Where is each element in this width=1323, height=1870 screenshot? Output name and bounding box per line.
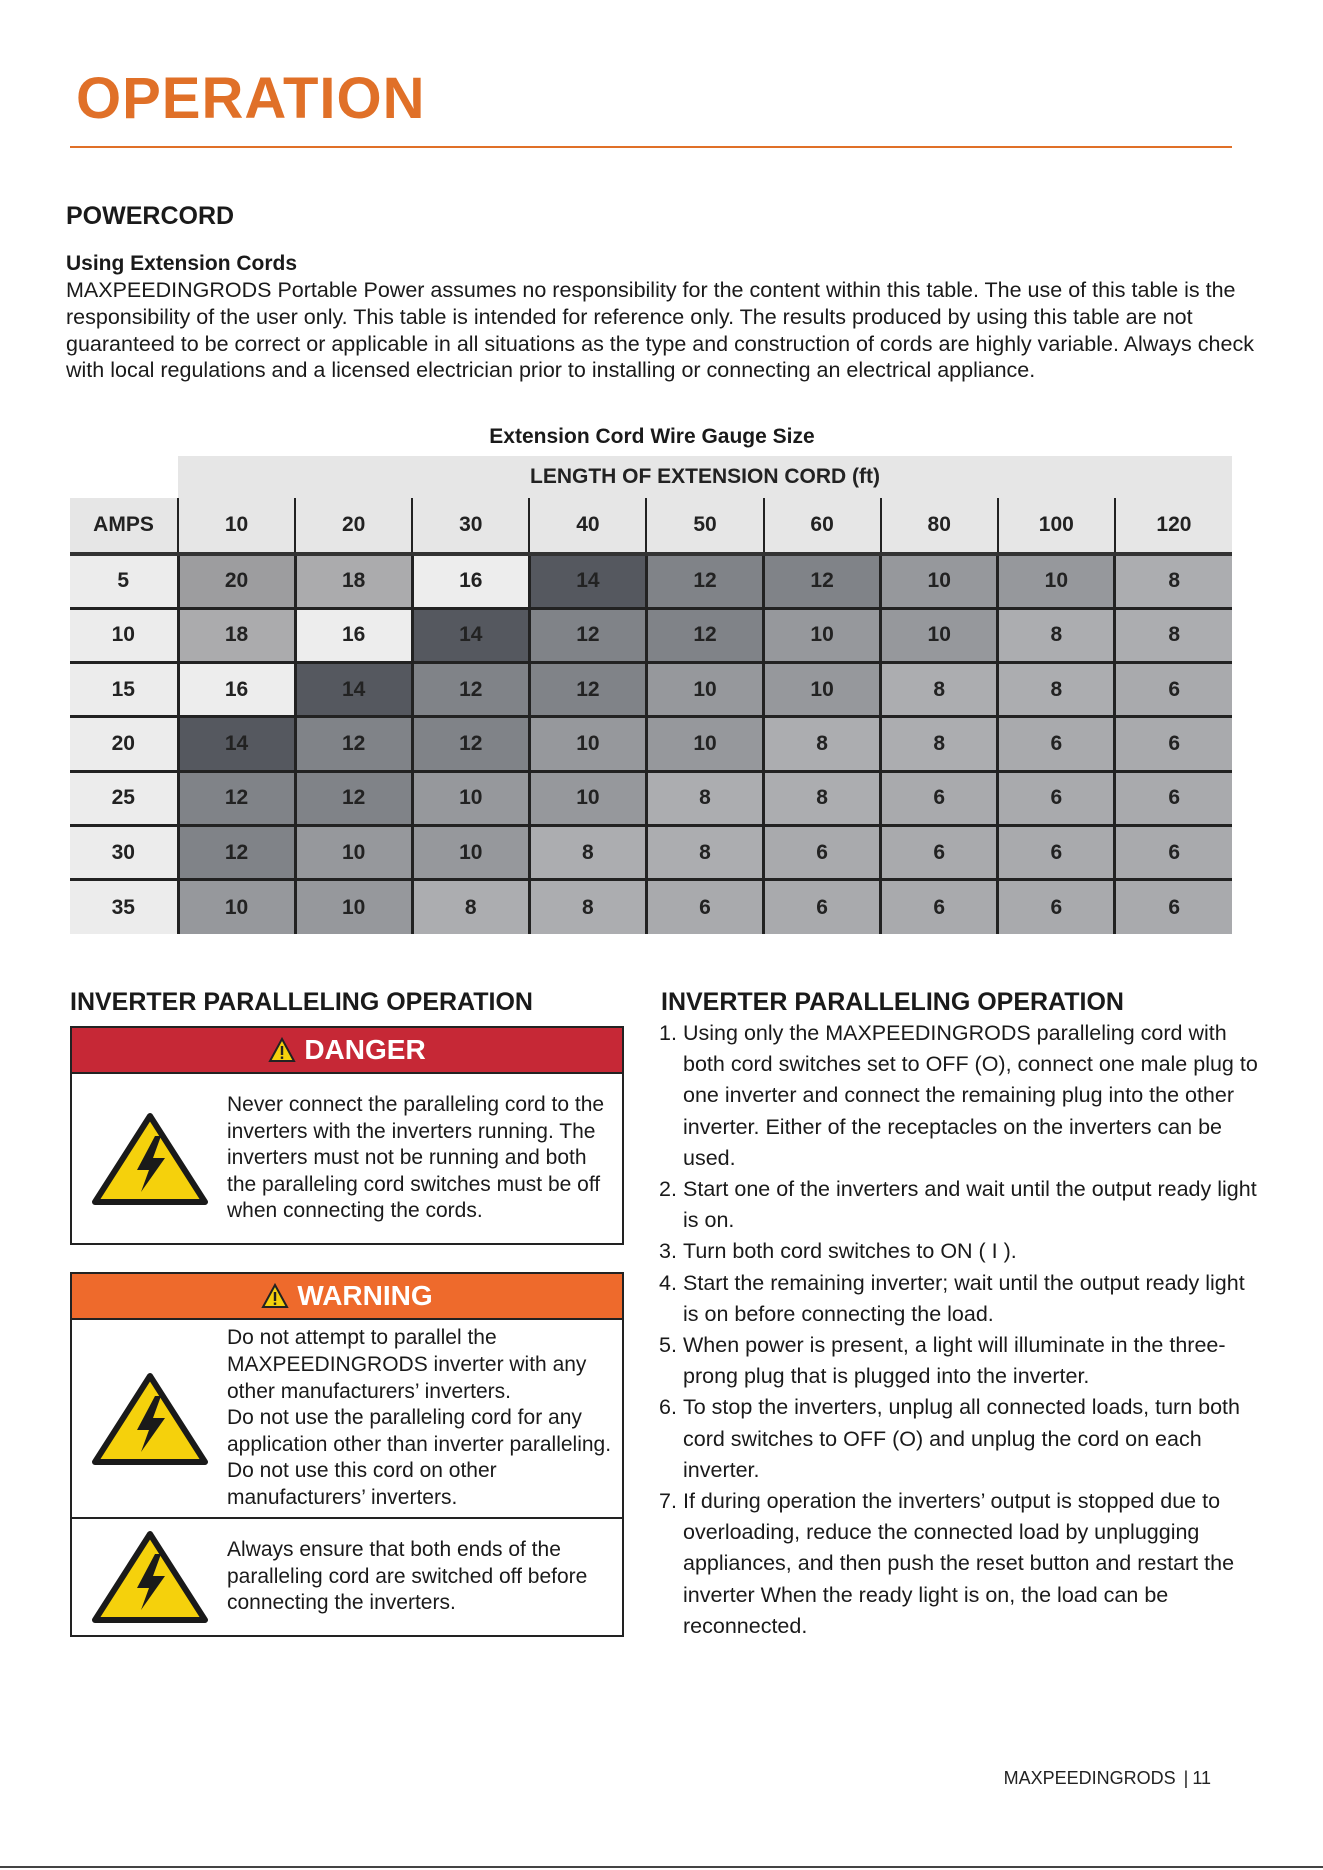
amps-cell: 20 [70, 717, 178, 771]
length-column-header: 30 [412, 498, 529, 554]
danger-text: Never connect the paralleling cord to the inverters with the inverters running. The inverters must not be running and both the paralleling cord switches must be off when connecting the cords. [227, 1093, 605, 1223]
gauge-cell: 10 [529, 771, 646, 825]
gauge-cell: 8 [1115, 554, 1232, 608]
column-header-row [70, 498, 1232, 554]
step-text: Using only the MAXPEEDINGRODS paralleling cord with both cord switches set to OFF (O), connect one male plug to one inverter and connect the remaining plug into the other inverter. Either of the receptacles on the inverters can be used. [683, 1021, 1258, 1170]
gauge-cell: 10 [412, 825, 529, 879]
warning-row-2 [72, 1517, 622, 1635]
gauge-cell: 10 [881, 608, 998, 662]
gauge-cell: 8 [646, 825, 763, 879]
length-column-header: 80 [881, 498, 998, 554]
electrical-hazard-icon [72, 1112, 227, 1206]
bottom-divider [0, 1866, 1323, 1868]
step-number: 6. [659, 1395, 677, 1420]
page-title: OPERATION [76, 66, 426, 131]
step-number: 5. [659, 1333, 677, 1358]
subsection-title: Using Extension Cords [66, 252, 298, 275]
right-section-heading: INVERTER PARALLELING OPERATION [661, 988, 1124, 1016]
warning-label: WARNING [297, 1280, 433, 1311]
gauge-cell: 6 [1115, 663, 1232, 717]
gauge-cell: 8 [998, 663, 1115, 717]
electrical-hazard-icon [72, 1372, 227, 1466]
danger-box [70, 1026, 624, 1245]
gauge-cell: 6 [1115, 825, 1232, 879]
table-row [70, 771, 1232, 825]
gauge-cell: 6 [881, 880, 998, 934]
wire-gauge-table [70, 456, 1232, 934]
gauge-cell: 16 [412, 554, 529, 608]
gauge-cell: 14 [529, 554, 646, 608]
warning-triangle-icon [268, 1037, 296, 1063]
gauge-cell: 8 [881, 663, 998, 717]
length-column-header: 50 [646, 498, 763, 554]
gauge-cell: 6 [998, 880, 1115, 934]
warning-triangle-icon [261, 1283, 289, 1309]
gauge-cell: 6 [998, 771, 1115, 825]
step-text: Turn both cord switches to ON ( I ). [683, 1239, 1017, 1264]
gauge-cell: 12 [646, 608, 763, 662]
step-number: 2. [659, 1177, 677, 1202]
step-text: Start one of the inverters and wait until the output ready light is on. [683, 1177, 1257, 1233]
gauge-cell: 14 [412, 608, 529, 662]
gauge-cell: 10 [295, 880, 412, 934]
gauge-cell: 6 [1115, 771, 1232, 825]
section-title: POWERCORD [66, 202, 235, 230]
length-column-header: 100 [998, 498, 1115, 554]
step-text: When power is present, a light will illuminate in the three-prong plug that is plugged into the inverter. [683, 1333, 1226, 1389]
gauge-cell: 8 [1115, 608, 1232, 662]
length-column-header: 20 [295, 498, 412, 554]
gauge-cell: 20 [178, 554, 295, 608]
gauge-cell: 14 [295, 663, 412, 717]
warning-text-line-2: Do not use the paralleling cord for any application other than inverter paralleling. Do not use this cord on other manufacturers’ inverters. [227, 1406, 612, 1509]
table-row [70, 554, 1232, 608]
gauge-cell: 12 [412, 717, 529, 771]
table-row [70, 825, 1232, 879]
step-text: To stop the inverters, unplug all connected loads, turn both cord switches to OFF (O) and unplug the cord on each inverter. [683, 1395, 1240, 1482]
gauge-cell: 12 [295, 771, 412, 825]
list-item [659, 1174, 1259, 1236]
gauge-cell: 8 [764, 717, 881, 771]
gauge-cell: 6 [1115, 717, 1232, 771]
gauge-cell: 14 [178, 717, 295, 771]
gauge-cell: 6 [764, 880, 881, 934]
gauge-cell: 8 [412, 880, 529, 934]
gauge-cell: 8 [998, 608, 1115, 662]
table-row [70, 608, 1232, 662]
list-item [659, 1392, 1259, 1486]
corner-cell [70, 456, 178, 498]
gauge-cell: 6 [998, 825, 1115, 879]
gauge-cell: 10 [764, 608, 881, 662]
length-header: LENGTH OF EXTENSION CORD (ft) [178, 456, 1232, 498]
gauge-cell: 10 [646, 663, 763, 717]
length-column-header: 60 [764, 498, 881, 554]
table-body [70, 554, 1232, 934]
step-number: 4. [659, 1270, 677, 1295]
page-footer [1004, 1764, 1211, 1792]
gauge-cell: 12 [295, 717, 412, 771]
left-section-heading: INVERTER PARALLELING OPERATION [70, 988, 533, 1016]
list-item [659, 1268, 1259, 1330]
list-item [659, 1236, 1259, 1267]
gauge-cell: 16 [178, 663, 295, 717]
gauge-cell: 10 [764, 663, 881, 717]
step-number: 3. [659, 1239, 677, 1264]
table-row [70, 717, 1232, 771]
table-row [70, 663, 1232, 717]
gauge-cell: 18 [295, 554, 412, 608]
length-column-header: 40 [529, 498, 646, 554]
danger-header [72, 1028, 622, 1074]
gauge-cell: 10 [529, 717, 646, 771]
warning-text-1 [227, 1319, 622, 1517]
title-divider [70, 146, 1232, 148]
gauge-cell: 12 [529, 608, 646, 662]
gauge-cell: 10 [178, 880, 295, 934]
electrical-hazard-icon [72, 1530, 227, 1624]
gauge-cell: 16 [295, 608, 412, 662]
list-item [659, 1018, 1259, 1174]
footer-brand: MAXPEEDINGRODS [1003, 1768, 1176, 1788]
table-row [70, 880, 1232, 934]
length-column-header: 120 [1115, 498, 1232, 554]
gauge-cell: 12 [646, 554, 763, 608]
gauge-cell: 8 [881, 717, 998, 771]
warning-header [72, 1274, 622, 1320]
amps-cell: 5 [70, 554, 178, 608]
danger-label: DANGER [304, 1034, 426, 1065]
length-header-row [70, 456, 1232, 498]
gauge-cell: 12 [529, 663, 646, 717]
danger-row [72, 1074, 622, 1243]
gauge-cell: 6 [881, 771, 998, 825]
intro-paragraph: MAXPEEDINGRODS Portable Power assumes no responsibility for the content within this table. The use of this table is the responsibility of the user only. This table is intended for reference only. The results produced by using this table are not guaranteed to be correct or applicable in all situations as the type and construction of cords are highly variable. Always check with local regulations and a licensed electrician prior to installing or connecting an electrical appliance. [66, 278, 1254, 383]
list-item [659, 1330, 1259, 1392]
warning-text-3: Always ensure that both ends of the paralleling cord are switched off before connecting the inverters. [227, 1538, 588, 1615]
gauge-cell: 10 [295, 825, 412, 879]
warning-text-line-1: Do not attempt to parallel the MAXPEEDINGRODS inverter with any other manufacturers’ inverters. [227, 1326, 587, 1403]
gauge-cell: 10 [998, 554, 1115, 608]
gauge-cell: 6 [881, 825, 998, 879]
gauge-cell: 6 [646, 880, 763, 934]
gauge-cell: 12 [764, 554, 881, 608]
gauge-cell: 8 [764, 771, 881, 825]
length-column-header: 10 [178, 498, 295, 554]
gauge-cell: 12 [178, 771, 295, 825]
amps-cell: 15 [70, 663, 178, 717]
step-text: If during operation the inverters’ output is stopped due to overloading, reduce the connected load by unplugging appliances, and then push the reset button and restart the inverter When the ready light is on, the load can be reconnected. [683, 1489, 1235, 1638]
gauge-cell: 6 [764, 825, 881, 879]
step-number: 1. [659, 1021, 677, 1045]
amps-cell: 25 [70, 771, 178, 825]
amps-header: AMPS [70, 498, 178, 554]
amps-cell: 30 [70, 825, 178, 879]
step-number: 7. [659, 1489, 677, 1514]
gauge-cell: 10 [412, 771, 529, 825]
gauge-cell: 8 [646, 771, 763, 825]
warning-box [70, 1272, 624, 1637]
gauge-cell: 6 [998, 717, 1115, 771]
gauge-cell: 10 [646, 717, 763, 771]
gauge-cell: 12 [412, 663, 529, 717]
list-item [659, 1486, 1259, 1642]
steps-list [659, 1018, 1259, 1642]
footer-separator: | [1183, 1768, 1189, 1788]
amps-cell: 35 [70, 880, 178, 934]
gauge-cell: 10 [881, 554, 998, 608]
gauge-cell: 8 [529, 880, 646, 934]
warning-row-1 [72, 1320, 622, 1517]
gauge-cell: 6 [1115, 880, 1232, 934]
gauge-cell: 12 [178, 825, 295, 879]
amps-cell: 10 [70, 608, 178, 662]
page-number: 11 [1192, 1768, 1211, 1788]
table-title: Extension Cord Wire Gauge Size [489, 425, 815, 448]
gauge-cell: 18 [178, 608, 295, 662]
gauge-cell: 8 [529, 825, 646, 879]
step-text: Start the remaining inverter; wait until the output ready light is on before connecting the load. [683, 1270, 1245, 1326]
